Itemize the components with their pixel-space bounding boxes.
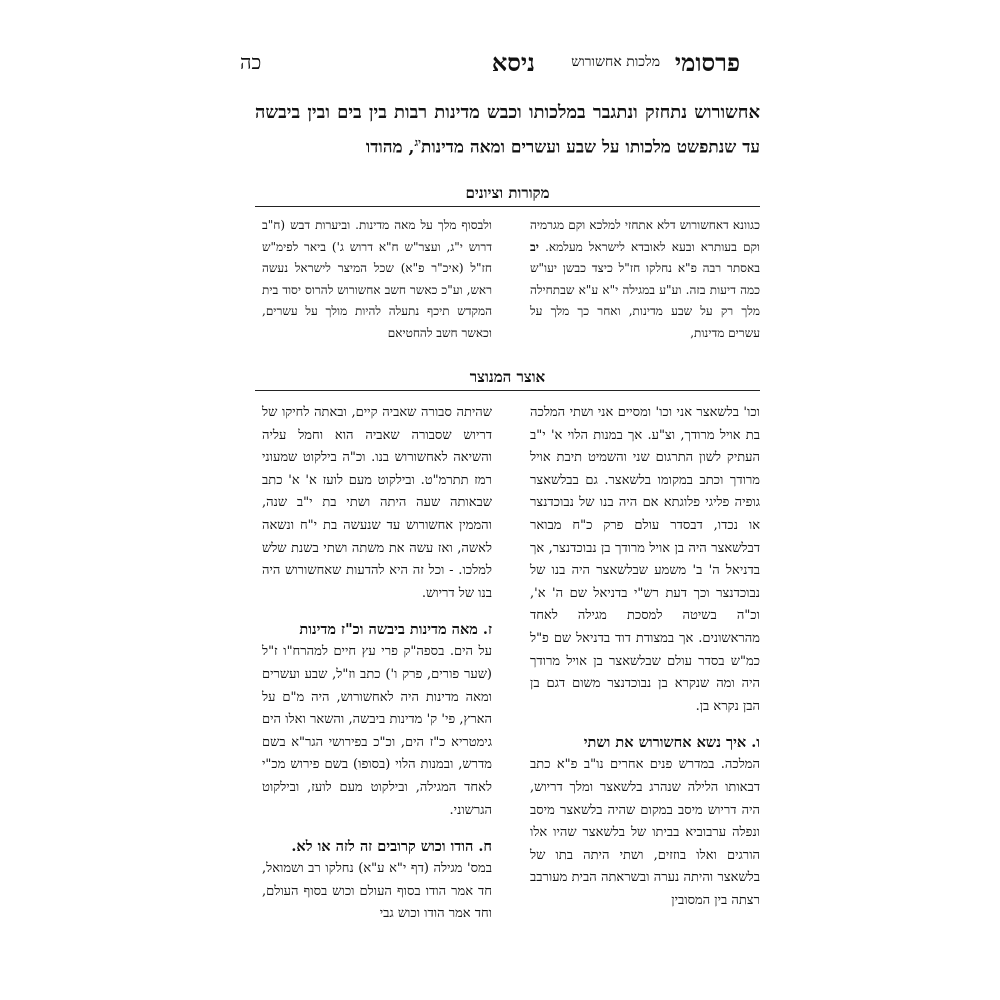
text-line: אם היה בנו של נבוכדנצר או נכדו, דבסדר: [530, 495, 760, 533]
text-line: במס' מגילה (דף י"א ע"א) נחלקו רב: [308, 861, 492, 877]
sources-divider: [255, 206, 760, 207]
text-line: אויל מרודך בן נבוכדנצר, אך בדניאל ה' ב': [530, 540, 760, 579]
treasury-left-paragraph-1: [262, 402, 492, 605]
text-line: י"ב שנה, והממין אחשורוש עד שנעשה בת: [262, 495, 492, 533]
treasury-left-column: [262, 402, 492, 926]
text-line: דוד בדניאל שם פ"ל כמ"ש בסדר עולם: [530, 630, 761, 669]
text-line: ושתי היתה בתו של בלשאצר והיתה נערה: [530, 847, 760, 886]
text-line: בפירושי הגר"א בשם מדרש, ובמנות הלוי: [262, 734, 492, 773]
text-line: (ח"ב דרוש י"ג, ועצר"ש ח"א דרוש ג') ביאר לפימ"ש: [262, 218, 492, 254]
text-line: הלוי א' י"ב העתיק לשון התרגום שני: [530, 427, 761, 466]
header-title: פרסומי: [674, 48, 740, 77]
text-line: ראש, וע"כ כאשר חשב אחשורוש להרוס: [305, 282, 492, 297]
text-line: ועשרים ומאה מדינות היה לאחשורוש, היה: [262, 666, 492, 705]
text-line: בלשאצר. גם בבלשאצר גופיה פליגי פלוגתא: [530, 472, 760, 511]
treasury-right-paragraph-1: [530, 402, 760, 718]
main-text-line-1: אחשורוש נתחזק ונתגבר במלכותו וכבש מדינות רבות בין בים ובין ביבשה: [255, 102, 760, 123]
page-number: כה: [240, 50, 262, 74]
text-line: המלכה. במדרש פנים אחרים נו"ב: [583, 757, 760, 773]
sources-section: [0, 215, 1000, 355]
text-line: מעלמא.: [538, 239, 583, 254]
text-line: שהיה בלשאצר מיסב ונפלה ערבוביא בביתו: [530, 802, 760, 841]
text-line: במגילה י"א ע"א שבתחילה מלך רק על שבע: [530, 282, 760, 318]
treasury-divider: [255, 390, 760, 391]
text-line: א' א' כתב שבאותה שעה היתה ושתי בת: [262, 472, 492, 511]
text-line: עולם פרק כ"ח מבואר דבלשאצר היה בן: [530, 517, 760, 556]
text-line: והשאר ואלו הים גימטריא כ"ז הים, וכ"כ: [262, 712, 492, 750]
text-line: ולבסוף מלך על מאה מדינות. וביערות דבש: [290, 218, 492, 232]
text-line: מדינות, ואחר כך מלך על עשרים מדינות,: [530, 304, 760, 340]
text-line: בסוף העולם, וחד אמר הודו וכוש גבי: [262, 883, 492, 922]
text-line: באסתר רבה פ"א נחלקו חז"ל: [618, 261, 760, 275]
text-line: ובשראתה הבית מעורבב רצתה בין המסובין: [530, 870, 760, 908]
treasury-right-column: [530, 402, 760, 912]
sources-right-paragraph: [530, 215, 760, 344]
text-line: שמעוני רמז תתרמ"ט. ובילקוט מעם לועז: [262, 450, 492, 488]
sources-left-column: [262, 215, 492, 344]
text-line: על הים. בספה"ק פרי עץ חיים למהרח"ו: [283, 644, 492, 660]
text-line: מולך על עשרים, וכאשר חשב להחטיאם: [262, 304, 492, 340]
header-book-title: ניסא: [491, 48, 535, 77]
running-header: [240, 48, 740, 78]
main-text-line-2-end: , מהודו: [365, 137, 415, 158]
text-line: דעת רש"י בדניאל שם ה' א', וכ"ה בשיטה: [530, 585, 760, 624]
text-line: בשנת שלש למלכו. - וכל זה היא להדעות: [262, 540, 492, 579]
text-line: ז"ל (שער פורים, פרק ו') כתב וז"ל, שבע: [262, 644, 492, 682]
text-line: ומלך דריוש, היה דריוש מיסב במקום: [530, 779, 760, 818]
text-line: למסכת מגילה לאחד מהראשונים. אך במצודת: [530, 608, 760, 646]
text-line: י"ח ונשאה לאשה, ואז עשה את משתה ושתי: [262, 517, 493, 556]
sources-left-paragraph: [262, 215, 492, 344]
sources-heading: מקורות וציונים: [465, 184, 550, 202]
text-line: יסוד בית המקדש תיכף נתעלה להיות: [262, 282, 492, 318]
text-line: ושמואל, חד אמר הודו בסוף העולם וכוש: [262, 861, 492, 899]
text-line: משמע שבלשאצר היה בנו של נבוכדנצר וכך: [530, 563, 760, 601]
text-line: של דריוש שסבורה שאביה הוא וחמל עליה: [262, 405, 492, 443]
text-line: חז"ל (איכ"ר פ"א) שכל המיצר לישראל נעשה: [262, 261, 492, 275]
treasury-left-paragraph-2: [262, 641, 492, 822]
subheading-vav: ו. איך נשא אחשורוש את ושתי: [583, 734, 760, 752]
text-line: שהיתה סבורה שאביה קיים, ובאתה לחיקו: [281, 405, 492, 420]
text-line: שאחשורוש היה בנו של דריוש.: [262, 563, 492, 601]
text-line: כיצד כבשן יעו"ש כמה דיעות בזה. וע"ע: [530, 261, 760, 297]
subheading-chet: ח. הודו וכוש קרובים זה לזה או לא.: [291, 838, 492, 856]
subheading-zayin: ז. מאה מדינות ביבשה וכ"ז מדינות: [299, 621, 492, 639]
text-line: כגוונא דאחשורוש דלא אתחזי למלכא וקם: [568, 218, 760, 232]
text-line: מגרמיה וקם בעותרא ובעא לאובדא לישראל: [530, 218, 760, 254]
sources-right-column: [530, 215, 760, 344]
text-line: בן נבוכדנצר משום דגם בן הבן נקרא בן.: [530, 676, 760, 714]
text-line: ובילקוט מעם לועז, ובילקוט הגרשוני.: [262, 779, 492, 818]
footnote-marker: יג: [414, 136, 421, 149]
main-text-line-2-body: עד שנתפשט מלכותו על שבע ועשרים ומאה מדינות: [420, 137, 760, 158]
text-line: והשיאה לאחשורוש בנו. וכ"ה בילקוט: [302, 450, 492, 466]
text-line: של בלשאצר שהיו אלו הורגים ואלו בוזזים,: [530, 825, 760, 863]
main-text: [255, 98, 760, 163]
note-marker: יב: [530, 239, 539, 254]
text-line: והשמיט תיבת אויל מרודך וכתב במקומו: [530, 450, 760, 488]
header-chapter: מלכות אחשורוש: [571, 54, 660, 70]
text-line: מ"ם על הארץ, פי' ק' מדינות ביבשה,: [262, 689, 492, 728]
text-line: המלכה בת אויל מרודך, וצ"ע. אך במנות: [530, 405, 760, 443]
treasury-section: [0, 402, 1000, 997]
text-line: וכו' בלשאצר אני וכו' ומסיים אני ושתי: [569, 405, 760, 420]
main-text-line-2: [255, 128, 760, 163]
treasury-left-paragraph-3: [262, 858, 492, 926]
text-line: שבלשאצר בן אויל מרודך היה ומה שנקרא: [530, 653, 760, 692]
treasury-heading: אוצר המנוצר: [469, 368, 546, 386]
treasury-right-paragraph-2: [530, 754, 760, 912]
text-line: פ"א כתב דבאותו הלילה שנהרג בלשאצר: [530, 757, 760, 795]
text-line: (בסופו) בשם פירוש מכ"י לאחד המגילה,: [262, 757, 492, 795]
